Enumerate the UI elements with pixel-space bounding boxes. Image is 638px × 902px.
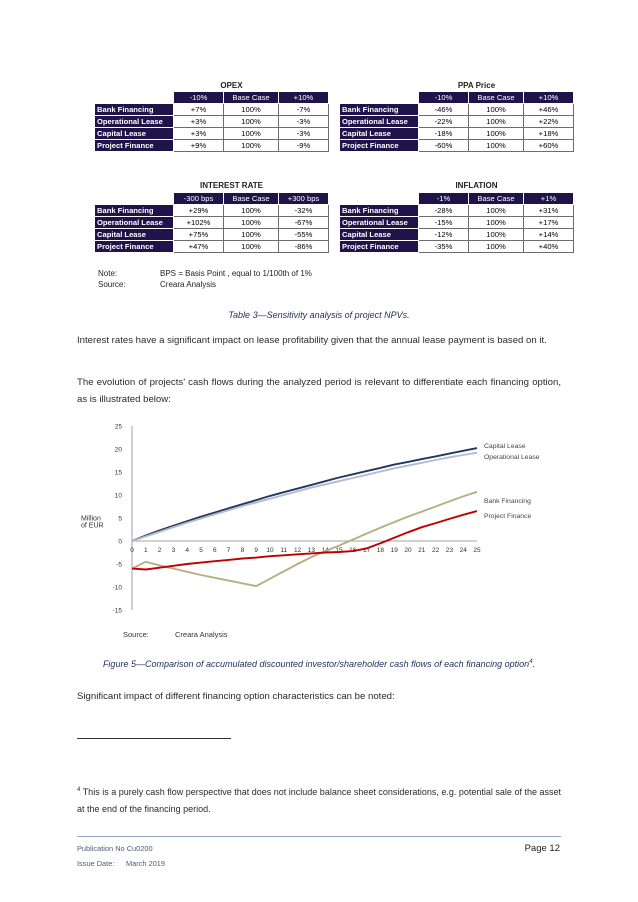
figure-caption-end: . [532, 659, 536, 669]
header-blank-cell [340, 92, 419, 104]
x-tick-label: 13 [307, 547, 316, 554]
column-header: -300 bps [174, 193, 224, 205]
row-label: Project Finance [340, 140, 419, 152]
x-tick-label: 20 [404, 547, 412, 554]
x-tick-label: 22 [431, 547, 440, 554]
table-cell: -22% [419, 116, 469, 128]
y-tick-label: -5 [116, 561, 122, 569]
row-label: Capital Lease [95, 229, 174, 241]
x-tick-label: 8 [240, 547, 245, 554]
table-title-ppa: PPA Price [457, 81, 496, 90]
footer-issue-date: March 2019 [126, 859, 166, 868]
table-row [95, 140, 329, 152]
y-tick-label: 10 [114, 492, 122, 500]
x-tick-label: 11 [280, 547, 288, 554]
sensitivity-table-opex [94, 91, 329, 152]
table-cell: 100% [224, 229, 279, 241]
table-caption: Table 3—Sensitivity analysis of project NPVs. [228, 310, 410, 320]
note-label: Note: [98, 269, 118, 278]
row-label: Capital Lease [340, 229, 419, 241]
column-header: Base Case [469, 92, 524, 104]
table-cell: -15% [419, 217, 469, 229]
column-header: +10% [279, 92, 329, 104]
row-label: Bank Financing [95, 205, 174, 217]
table-row [340, 229, 574, 241]
x-tick-label: 0 [130, 547, 134, 554]
series-label: Operational Lease [484, 454, 540, 461]
table-row [340, 205, 574, 217]
table-cell: -55% [279, 229, 329, 241]
cash-flow-chart [0, 416, 638, 646]
table-row [95, 229, 329, 241]
table-cell: 100% [469, 241, 524, 253]
y-tick-label: 20 [114, 446, 122, 454]
footnote-number: 4 [77, 787, 81, 793]
table-cell: 100% [469, 140, 524, 152]
column-header: Base Case [469, 193, 524, 205]
x-tick-label: 23 [445, 547, 454, 554]
source-text: Creara Analysis [160, 280, 217, 289]
y-tick-label: 5 [118, 515, 122, 523]
table-row [340, 116, 574, 128]
table-cell: +75% [174, 229, 224, 241]
x-tick-label: 19 [390, 547, 398, 554]
table-cell: +102% [174, 217, 224, 229]
table-row [340, 217, 574, 229]
x-tick-label: 10 [266, 547, 274, 554]
y-axis-label: Million [81, 515, 101, 523]
table-cell: 100% [224, 116, 279, 128]
table-row [95, 128, 329, 140]
table-cell: -28% [419, 205, 469, 217]
table-cell: -7% [279, 104, 329, 116]
table-row [95, 104, 329, 116]
table-cell: -86% [279, 241, 329, 253]
row-label: Operational Lease [95, 217, 174, 229]
x-tick-label: 12 [293, 547, 302, 554]
table-cell: -3% [279, 116, 329, 128]
table-cell: 100% [224, 104, 279, 116]
table-cell: +47% [174, 241, 224, 253]
row-label: Capital Lease [340, 128, 419, 140]
table-cell: +14% [524, 229, 574, 241]
sensitivity-table-ppa [339, 91, 574, 152]
table-cell: 100% [224, 205, 279, 217]
x-tick-label: 24 [459, 547, 467, 554]
chart-source-text: Creara Analysis [175, 630, 228, 639]
row-label: Project Finance [95, 241, 174, 253]
series-line-operational-lease [132, 453, 477, 541]
series-line-bank-financing [132, 492, 477, 586]
chart-source-label: Source: [123, 630, 149, 639]
column-header: +10% [524, 92, 574, 104]
row-label: Bank Financing [340, 205, 419, 217]
x-tick-label: 4 [185, 547, 190, 554]
y-tick-label: 0 [118, 538, 122, 546]
table-cell: 100% [224, 128, 279, 140]
row-label: Operational Lease [340, 116, 419, 128]
row-label: Operational Lease [340, 217, 419, 229]
y-tick-label: -15 [112, 607, 122, 615]
x-tick-label: 16 [349, 547, 357, 554]
row-label: Bank Financing [340, 104, 419, 116]
table-cell: +3% [174, 128, 224, 140]
table-cell: 100% [224, 140, 279, 152]
table-cell: 100% [469, 217, 524, 229]
note-text: BPS = Basis Point , equal to 1/100th of 1% [160, 269, 312, 278]
x-tick-label: 14 [321, 547, 329, 554]
x-tick-label: 5 [199, 547, 203, 554]
series-label: Capital Lease [484, 443, 526, 450]
table-cell: 100% [469, 104, 524, 116]
table-cell: -35% [419, 241, 469, 253]
table-cell: +31% [524, 205, 574, 217]
series-label: Project Finance [484, 513, 532, 520]
table-cell: 100% [469, 205, 524, 217]
column-header: Base Case [224, 92, 279, 104]
table-cell: 100% [469, 116, 524, 128]
header-blank-cell [95, 193, 174, 205]
row-label: Operational Lease [95, 116, 174, 128]
series-label: Bank Financing [484, 498, 531, 505]
table-title-inflation: INFLATION [455, 181, 498, 190]
footnote-rule [77, 738, 231, 739]
figure-caption-text: Figure 5—Comparison of accumulated discounted investor/shareholder cash flows of each financing option [102, 659, 530, 669]
footnote-ref: 4 [529, 659, 533, 665]
y-tick-label: 25 [114, 423, 122, 431]
column-header: Base Case [224, 193, 279, 205]
x-tick-label: 18 [376, 547, 385, 554]
table-cell: +60% [524, 140, 574, 152]
x-tick-label: 21 [418, 547, 426, 554]
footer-publication: Publication No Cu0200 [77, 844, 153, 853]
paragraph-cashflows: The evolution of projects’ cash flows during the analyzed period is relevant to differentiate each financing option, as is illustrated below: [77, 377, 561, 405]
table-cell: 100% [469, 128, 524, 140]
x-tick-label: 15 [335, 547, 343, 554]
table-cell: 100% [224, 241, 279, 253]
header-blank-cell [95, 92, 174, 104]
table-cell: -60% [419, 140, 469, 152]
column-header: -1% [419, 193, 469, 205]
table-cell: +40% [524, 241, 574, 253]
table-cell: +18% [524, 128, 574, 140]
footer-issue [77, 859, 165, 868]
sensitivity-table-interest [94, 192, 329, 253]
table-cell: -67% [279, 217, 329, 229]
x-tick-label: 1 [143, 547, 148, 554]
table-row [340, 104, 574, 116]
column-header: +300 bps [279, 193, 329, 205]
source-label: Source: [98, 280, 126, 289]
footnote [77, 782, 561, 818]
table-cell: +17% [524, 217, 574, 229]
x-tick-label: 9 [254, 547, 259, 554]
y-tick-label: -10 [112, 584, 122, 592]
table-title-opex: OPEX [220, 81, 243, 90]
y-axis-label: of EUR [81, 522, 104, 530]
table-cell: +46% [524, 104, 574, 116]
paragraph-impact: Significant impact of different financing option characteristics can be noted: [77, 691, 395, 702]
footer-rule [77, 836, 561, 837]
footer-issue-label: Issue Date: [77, 859, 115, 868]
x-tick-label: 25 [473, 547, 481, 554]
table-cell: +3% [174, 116, 224, 128]
column-header: +1% [524, 193, 574, 205]
table-row [340, 241, 574, 253]
table-row [340, 128, 574, 140]
table-notes [98, 269, 312, 291]
x-tick-label: 17 [362, 547, 371, 554]
footer-page-number: Page 12 [524, 843, 560, 854]
table-cell: -46% [419, 104, 469, 116]
x-tick-label: 7 [226, 547, 231, 554]
table-row [340, 140, 574, 152]
table-cell: +7% [174, 104, 224, 116]
paragraph-interest: Interest rates have a significant impact on lease profitability given that the annual lease payment is based on it. [77, 335, 547, 346]
header-blank-cell [340, 193, 419, 205]
sensitivity-table-inflation [339, 192, 574, 253]
table-row [95, 116, 329, 128]
table-cell: -18% [419, 128, 469, 140]
table-cell: 100% [469, 229, 524, 241]
column-header: -10% [419, 92, 469, 104]
footnote-text: This is a purely cash flow perspective that does not include balance sheet considerations, e.g. potential sale of the asset at the end of the financing period. [77, 787, 561, 814]
column-header: -10% [174, 92, 224, 104]
table-cell: -32% [279, 205, 329, 217]
table-title-interest: INTEREST RATE [200, 181, 263, 190]
table-cell: -9% [279, 140, 329, 152]
row-label: Project Finance [340, 241, 419, 253]
y-tick-label: 15 [114, 469, 122, 477]
row-label: Bank Financing [95, 104, 174, 116]
figure-caption [0, 659, 638, 669]
table-cell: -3% [279, 128, 329, 140]
table-cell: +22% [524, 116, 574, 128]
table-cell: +9% [174, 140, 224, 152]
table-cell: 100% [224, 217, 279, 229]
table-cell: -12% [419, 229, 469, 241]
x-tick-label: 3 [171, 547, 176, 554]
table-cell: +29% [174, 205, 224, 217]
x-tick-label: 2 [157, 547, 162, 554]
row-label: Capital Lease [95, 128, 174, 140]
table-row [95, 241, 329, 253]
table-row [95, 205, 329, 217]
x-tick-label: 6 [212, 547, 217, 554]
table-row [95, 217, 329, 229]
row-label: Project Finance [95, 140, 174, 152]
